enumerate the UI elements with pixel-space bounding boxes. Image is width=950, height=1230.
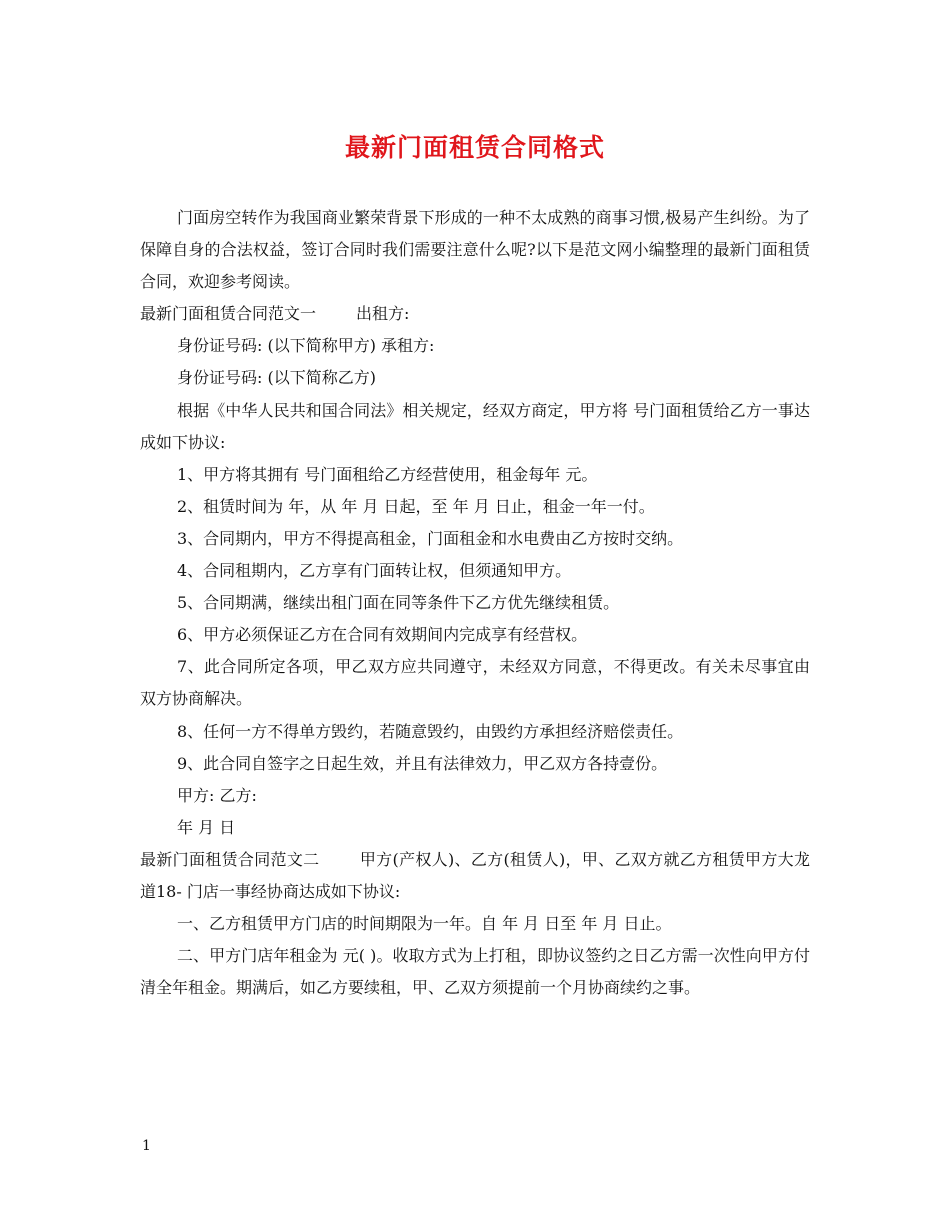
clause-2: 2、租赁时间为 年，从 年 月 日起，至 年 月 日止，租金一年一付。 [177, 496, 655, 516]
sample1-heading: 最新门面租赁合同范文一 [140, 304, 317, 324]
clause-4: 4、合同租期内，乙方享有门面转让权，但须通知甲方。 [177, 561, 572, 581]
id-line-2: 身份证号码: (以下简称乙方) [177, 368, 376, 388]
clause-7: 7、此合同所定各项，甲乙双方应共同遵守，未经双方同意，不得更改。有关未尽事宜由双方协商解决。 [140, 657, 810, 709]
clause-8: 8、任何一方不得单方毁约，若随意毁约，由毁约方承担经济赔偿责任。 [177, 721, 684, 741]
date-line: 年 月 日 [177, 817, 236, 837]
clause-3: 3、合同期内，甲方不得提高租金，门面租金和水电费由乙方按时交纳。 [177, 528, 684, 548]
page-number: 1 [142, 1138, 151, 1154]
lessor-label: 出租方: [356, 304, 410, 324]
document-body [140, 202, 810, 1004]
clause-6: 6、甲方必须保证乙方在合同有效期间内完成享有经营权。 [177, 625, 588, 645]
sample2-intro [140, 844, 810, 908]
sample2-heading: 最新门面租赁合同范文二 [140, 849, 320, 869]
document-title: 最新门面租赁合同格式 [344, 133, 605, 162]
signature-line: 甲方: 乙方: [177, 785, 257, 805]
clause-9: 9、此合同自签字之日起生效，并且有法律效力，甲乙双方各持壹份。 [177, 753, 668, 773]
sample1-heading-line [140, 298, 810, 330]
sample1-preamble: 根据《中华人民共和国合同法》相关规定，经双方商定，甲方将 号门面租赁给乙方一事达成如下协议: [140, 400, 810, 452]
intro-paragraph: 门面房空转作为我国商业繁荣背景下形成的一种不太成熟的商事习惯,极易产生纠纷。为了保障自身的合法权益，签订合同时我们需要注意什么呢?以下是范文网小编整理的最新门面租赁合同，欢迎参考阅读。 [140, 208, 810, 292]
id-line-1: 身份证号码: (以下简称甲方) 承租方: [177, 336, 435, 356]
sample2-clause-2: 二、甲方门店年租金为 元( )。收取方式为上打租，即协议签约之日乙方需一次性向甲方付清全年租金。期满后，如乙方要续租，甲、乙双方须提前一个月协商续约之事。 [140, 946, 810, 998]
clause-1: 1、甲方将其拥有 号门面租给乙方经营使用，租金每年 元。 [177, 464, 598, 484]
sample2-preamble: 甲方(产权人)、乙方(租赁人)，甲、乙双方就乙方租赁甲方大龙道18- 门店一事经协商达成如下协议: [140, 849, 810, 901]
clause-5: 5、合同期满，继续出租门面在同等条件下乙方优先继续租赁。 [177, 593, 620, 613]
sample2-clause-1: 一、乙方租赁甲方门店的时间期限为一年。自 年 月 日至 年 月 日止。 [177, 914, 672, 934]
